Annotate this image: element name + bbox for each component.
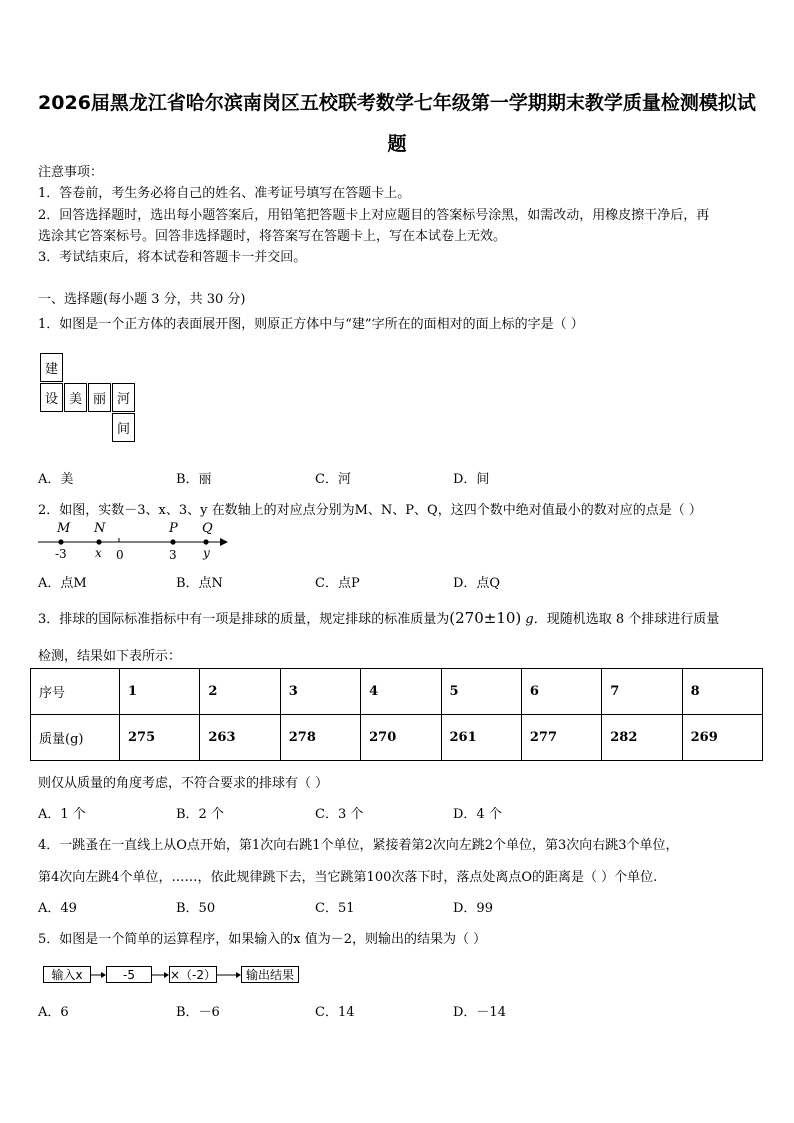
paper-title-line1: 2026届黑龙江省哈尔滨南岗区五校联考数学七年级第一学期期末教学质量检测模拟试: [38, 92, 756, 114]
q4-stem-line1: 4．一跳蚤在一直线上从O点开始，第1次向右跳1个单位，紧接着第2次向左跳2个单位，第3次向右跳3个单位，: [38, 838, 679, 853]
table-row: [31, 715, 763, 761]
q5-option-b[interactable]: B．－6: [176, 1005, 220, 1020]
q3-option-c[interactable]: C．3 个: [315, 807, 364, 822]
q3-stem-line3: 则仅从质量的角度考虑，不符合要求的排球有（ ）: [38, 776, 329, 791]
q2-stem: 2．如图，实数－3、x、3、y 在数轴上的对应点分别为M、N、P、Q，这四个数中绝对值最小的数对应的点是（ ）: [38, 503, 702, 518]
notice-heading: 注意事项：: [38, 165, 104, 180]
q3-standard-mass: (270±10): [449, 609, 522, 627]
value-zero: 0: [116, 548, 124, 562]
flow-arrow-head: [236, 972, 241, 978]
table-cell: 270: [361, 715, 441, 761]
value-neg3: -3: [55, 547, 67, 561]
table-row: [31, 669, 763, 715]
q1-option-c[interactable]: C．河: [315, 472, 351, 487]
point-m: [58, 539, 63, 544]
number-line-arrow: [220, 538, 228, 546]
q5-stem: 5．如图是一个简单的运算程序，如果输入的x 值为－2，则输出的结果为（ ）: [38, 932, 487, 947]
flow-box-output: 输出结果: [241, 966, 299, 983]
table-cell: 269: [682, 715, 762, 761]
table-cell: 278: [280, 715, 360, 761]
label-p: P: [169, 521, 178, 536]
net-cell: 丽: [88, 383, 111, 412]
q4-stem-line2: 第4次向左跳4个单位，……，依此规律跳下去，当它跳第100次落下时，落点处离点O的距离是（ ）个单位.: [38, 870, 658, 885]
paper-title-line2: 题: [387, 133, 407, 155]
section-heading: 一、选择题(每小题 3 分，共 30 分): [38, 292, 246, 307]
net-cell: 河: [112, 383, 135, 412]
label-q: Q: [202, 521, 213, 536]
notice-item-2-cont: 选涂其它答案标号。回答非选择题时，将答案写在答题卡上，写在本试卷上无效。: [38, 229, 507, 244]
q2-option-b[interactable]: B．点N: [176, 576, 223, 591]
q1-stem: 1．如图是一个正方体的表面展开图，则原正方体中与“建”字所在的面相对的面上标的字是（ ）: [38, 317, 584, 332]
q3-option-a[interactable]: A．1 个: [38, 807, 86, 822]
q3-stem-line2: 检测，结果如下表所示：: [38, 649, 182, 664]
net-cell: 间: [112, 413, 135, 442]
q1-option-b[interactable]: B．丽: [176, 472, 212, 487]
q3-stem-text: 3．排球的国际标准指标中有一项是排球的质量，规定排球的标准质量为: [38, 612, 450, 627]
table-cell: 2: [200, 669, 280, 715]
table-cell: 275: [120, 715, 200, 761]
net-cell: 建: [40, 353, 63, 382]
q1-option-a[interactable]: A．美: [38, 472, 74, 487]
net-cell: 美: [64, 383, 87, 412]
table-cell: 282: [602, 715, 682, 761]
notice-item-2: 2．回答选择题时，选出每小题答案后，用铅笔把答题卡上对应题目的答案标号涂黑，如需改动，用橡皮擦干净后，再: [38, 208, 710, 223]
point-p: [170, 539, 175, 544]
value-3: 3: [169, 548, 177, 562]
q5-option-a[interactable]: A．6: [38, 1005, 69, 1020]
point-n: [96, 539, 101, 544]
q3-stem-line1: [38, 608, 719, 627]
flow-box-times: ×（-2）: [170, 968, 217, 982]
table-cell: 261: [441, 715, 521, 761]
notice-item-1: 1．答卷前，考生务必将自己的姓名、准考证号填写在答题卡上。: [38, 186, 411, 201]
table-cell: 277: [521, 715, 601, 761]
q2-option-c[interactable]: C．点P: [315, 576, 360, 591]
value-x: x: [95, 546, 102, 560]
flow-arrow-head: [101, 972, 106, 978]
q1-option-d[interactable]: D．间: [453, 472, 490, 487]
point-q: [203, 539, 208, 544]
q3-unit: g: [525, 612, 534, 627]
net-cell: 设: [40, 383, 63, 412]
table-cell: 5: [441, 669, 521, 715]
q3-stem-text-b: ．现随机选取 8 个排球进行质量: [533, 612, 720, 627]
table-cell: 8: [682, 669, 762, 715]
table-header-mass: 质量(g): [31, 715, 120, 761]
flow-box-minus5: -5: [106, 966, 152, 983]
flow-box-input: 输入x: [43, 966, 91, 983]
q3-option-d[interactable]: D．4 个: [453, 807, 502, 822]
table-cell: 1: [120, 669, 200, 715]
table-cell: 4: [361, 669, 441, 715]
table-cell: 3: [280, 669, 360, 715]
q5-option-c[interactable]: C．14: [315, 1005, 355, 1020]
q4-option-b[interactable]: B．50: [176, 901, 216, 916]
label-m: M: [57, 521, 71, 536]
table-cell: 6: [521, 669, 601, 715]
q5-option-d[interactable]: D．－14: [453, 1005, 506, 1020]
mass-table: [30, 668, 763, 761]
q2-option-a[interactable]: A．点M: [38, 576, 87, 591]
q2-option-d[interactable]: D．点Q: [453, 576, 501, 591]
table-cell: 7: [602, 669, 682, 715]
number-line-figure: [36, 518, 236, 564]
q4-option-d[interactable]: D．99: [453, 901, 493, 916]
flow-arrow-head: [164, 972, 169, 978]
table-header-id: 序号: [31, 669, 120, 715]
table-cell: 263: [200, 715, 280, 761]
value-y: y: [203, 546, 210, 560]
notice-item-3: 3．考试结束后，将本试卷和答题卡一并交回。: [38, 250, 307, 265]
q4-option-c[interactable]: C．51: [315, 901, 355, 916]
flow-arrows: [0, 960, 300, 990]
q3-option-b[interactable]: B．2 个: [176, 807, 224, 822]
q4-option-a[interactable]: A．49: [38, 901, 77, 916]
label-n: N: [94, 521, 106, 536]
